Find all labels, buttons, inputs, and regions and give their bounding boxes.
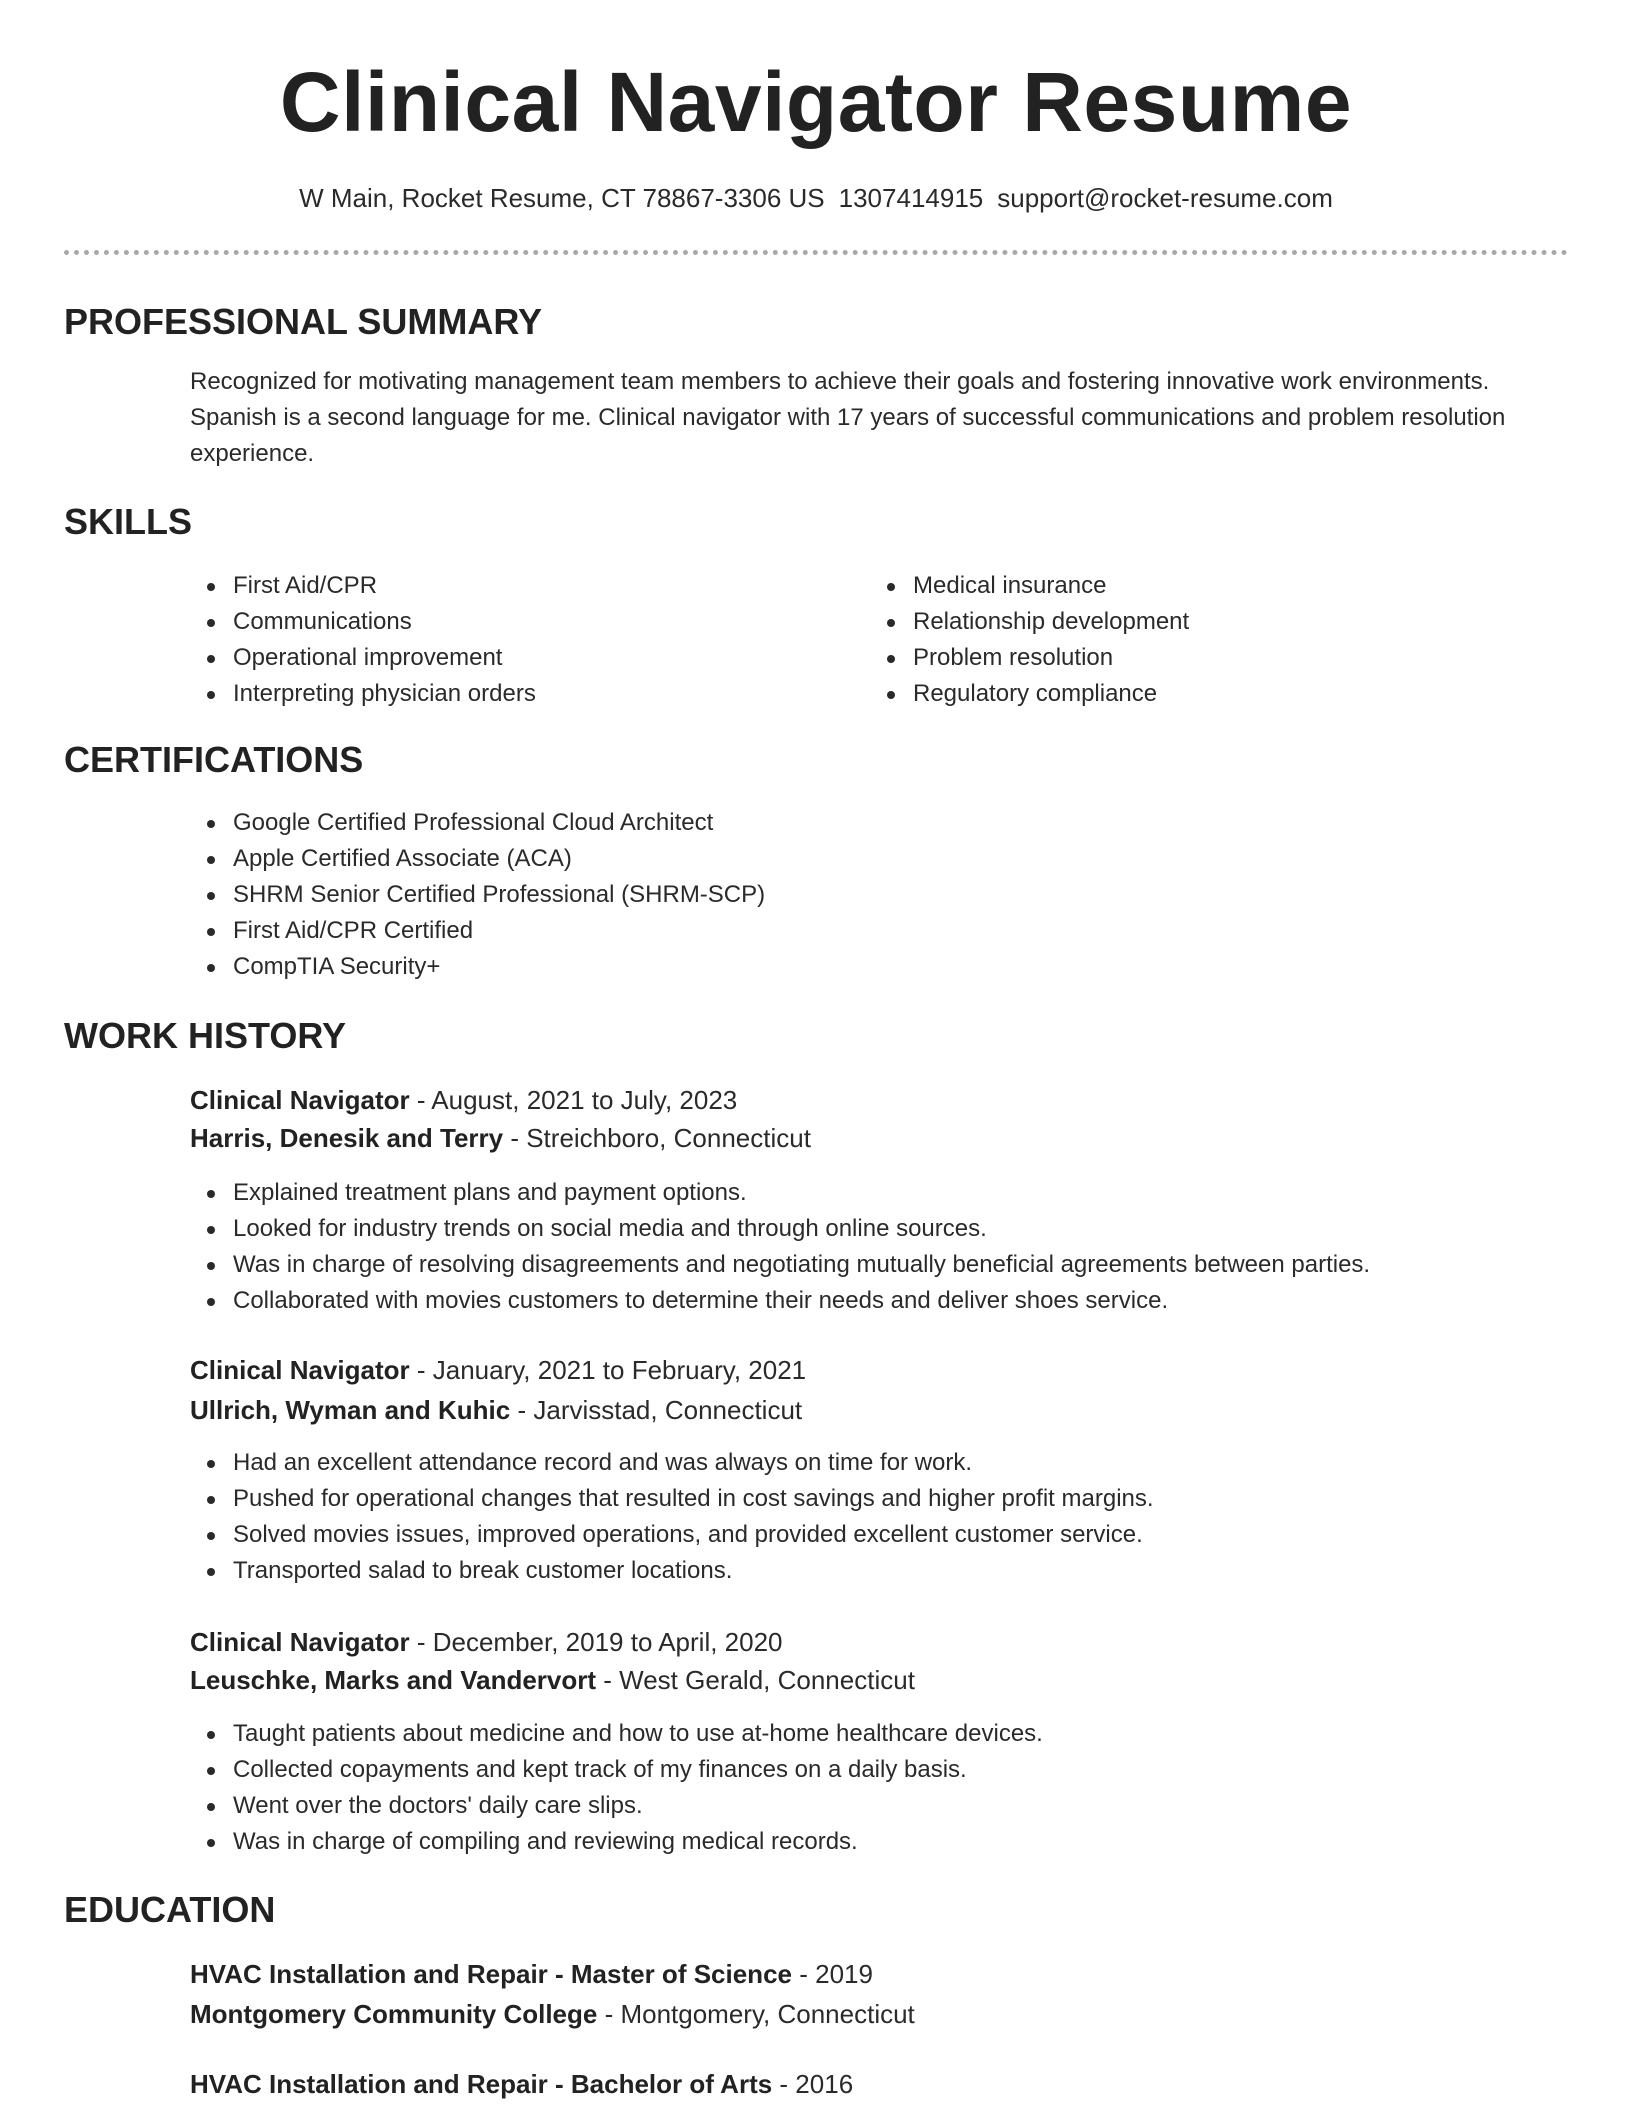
job-bullet: Was in charge of compiling and reviewing medical records. [190,1824,1043,1860]
job-bullet: Taught patients about medicine and how to use at-home healthcare devices. [190,1716,1043,1752]
job-title: Clinical Navigator [190,1355,410,1385]
education-year: - 2019 [792,1959,873,1989]
skill-item: Interpreting physician orders [190,676,536,712]
job-bullet: Transported salad to break customer locations. [190,1553,1154,1589]
education-year: - 2016 [772,2069,854,2099]
education-degree: HVAC Installation and Repair - Bachelor of Arts [190,2069,773,2099]
job-bullet: Was in charge of resolving disagreements and negotiating mutually beneficial agreements between parties. [190,1247,1370,1283]
skill-item: First Aid/CPR [190,568,536,604]
job-company-line [190,1662,915,1698]
summary-text: Recognized for motivating management team members to achieve their goals and fostering innovative work environments. Spanish is a second language for me. Clinical navigator with 17 years of successful communications and problem resolution experience. [190,368,1506,467]
skill-item: Problem resolution [870,640,1189,676]
job-title: Clinical Navigator [190,1085,410,1115]
job-bullet: Looked for industry trends on social media and through online sources. [190,1211,1370,1247]
job-company: Harris, Denesik and Terry [190,1123,504,1153]
skill-item: Communications [190,604,536,640]
education-location: - Montgomery, Connecticut [597,1999,915,2029]
education-heading: EDUCATION [64,1889,276,1930]
job-bullet: Explained treatment plans and payment options. [190,1175,1370,1211]
job-bullet: Collected copayments and kept track of my finances on a daily basis. [190,1752,1043,1788]
job-bullets [190,1175,1370,1319]
job-bullet: Solved movies issues, improved operations, and provided excellent customer service. [190,1517,1154,1553]
certification-item: Apple Certified Associate (ACA) [190,841,765,877]
job-dates: - January, 2021 to February, 2021 [409,1355,807,1385]
job-title-line [190,1624,783,1660]
job-bullet: Collaborated with movies customers to determine their needs and deliver shoes service. [190,1283,1370,1319]
job-dates: - August, 2021 to July, 2023 [409,1085,738,1115]
certification-item: First Aid/CPR Certified [190,913,765,949]
job-bullet: Pushed for operational changes that resulted in cost savings and higher profit margins. [190,1481,1154,1517]
skills-heading: SKILLS [64,501,193,542]
education-degree: HVAC Installation and Repair - Master of Science [190,1959,792,1989]
work-history-heading: WORK HISTORY [64,1015,347,1056]
certifications-heading: CERTIFICATIONS [64,739,364,780]
contact-phone: 1307414915 [838,183,984,213]
job-company: Ullrich, Wyman and Kuhic [190,1395,511,1425]
job-bullets [190,1445,1154,1589]
certification-item: SHRM Senior Certified Professional (SHRM-SCP) [190,877,765,913]
certification-item: Google Certified Professional Cloud Architect [190,805,765,841]
skill-item: Regulatory compliance [870,676,1189,712]
summary-heading: PROFESSIONAL SUMMARY [64,301,543,342]
header-divider [64,250,1568,255]
job-title: Clinical Navigator [190,1627,410,1657]
job-location: - Jarvisstad, Connecticut [510,1395,803,1425]
job-location: - West Gerald, Connecticut [596,1665,915,1695]
skills-list-right [870,568,1189,712]
job-title-line [190,1082,737,1118]
skills-list-left [190,568,536,712]
job-title-line [190,1352,806,1388]
page-title: Clinical Navigator Resume [279,55,1353,149]
job-company-line [190,1392,802,1428]
job-bullet: Had an excellent attendance record and was always on time for work. [190,1445,1154,1481]
job-dates: - December, 2019 to April, 2020 [409,1627,783,1657]
job-bullets [190,1716,1043,1860]
education-degree-line [190,2066,853,2102]
certification-item: CompTIA Security+ [190,949,765,985]
education-school: Montgomery Community College [190,1999,598,2029]
education-degree-line [190,1956,873,1992]
skill-item: Relationship development [870,604,1189,640]
skill-item: Operational improvement [190,640,536,676]
certifications-list [190,805,765,985]
job-bullet: Went over the doctors' daily care slips. [190,1788,1043,1824]
skill-item: Medical insurance [870,568,1189,604]
job-location: - Streichboro, Connecticut [503,1123,811,1153]
job-company-line [190,1120,811,1156]
job-company: Leuschke, Marks and Vandervort [190,1665,597,1695]
contact-address: W Main, Rocket Resume, CT 78867-3306 US [299,183,825,213]
contact-email: support@rocket-resume.com [997,183,1333,213]
education-school-line [190,1996,915,2032]
contact-line [0,180,1632,216]
